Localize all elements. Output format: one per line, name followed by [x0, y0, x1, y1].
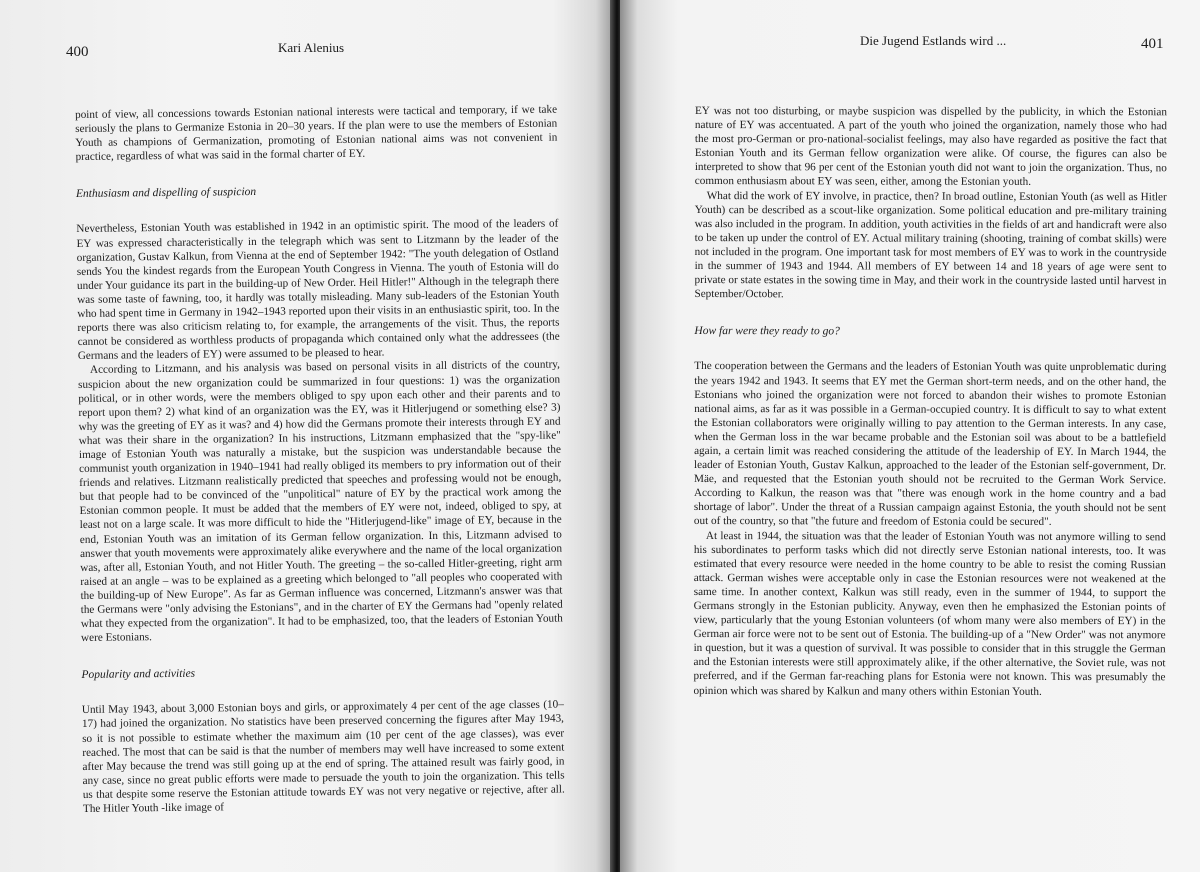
paragraph: Until May 1943, about 3,000 Estonian boys and girls, or approximately 4 per cent of the age classes (10–17) had joined the organization. No statistics have been preserved concerning the figures after May 1943, so it is not possible to estimate whether the maximum aim (10 per cent of the age classes), was ever reached. The most that can be said is that the number of members may well have increased to some extent after May because the trend was still going up at the end of spring. The attained result was fairly good, in any case, since no great public efforts were made to persuade the youth to join the organization. This tells us that despite some reserve the Estonian attitude towards EY was not very negative or rejective, after all. The Hitler Youth -like image of [81, 698, 565, 815]
right-body-text [693, 104, 1167, 699]
page-number: 400 [66, 44, 89, 60]
paragraph: What did the work of EY involve, in practice, then? In broad outline, Estonian Youth (as well as Hitler Youth) can be described as a scout-like organization. Some political education and pre-military training was also included in the program. In addition, youth activities in the fields of art and handicraft were also to be taken up under the control of EY. Actual military training (shooting, training of combat skills) were not included in the program. One important task for most members of EY was to work in the countryside in the summer of 1943 and 1944. All members of EY between 14 and 18 years of age were sent to private or state estates in the sowing time in May, and their work in the countryside lasted until harvest in September/October. [694, 189, 1167, 301]
right-page [620, 0, 1200, 872]
left-body-text [75, 103, 565, 817]
section-heading: Popularity and activities [81, 667, 196, 682]
running-head: Kari Alenius [278, 40, 345, 55]
paragraph: According to Litzmann, and his analysis was based on personal visits in all districts of the country, suspicion about the new organization could be summarized in four questions: 1) was the organization political, or in other words, were the members obliged to spy upon each other and their parents and to report upon them? 2) what kind of an organization was the EY, was it Hitlerjugend or something else? 3) why was the greeting of EY as it was? and 4) how did the Germans promote their interests through EY and what was their share in the organization? In his instructions, Litzmann emphasized that the "spy-like" image of Estonian Youth was naturally a mistake, but the suspicion was understandable because the communist youth organization in 1940–1941 had really obliged its members to pry information out of their friends and relatives. Litzmann realistically predicted that speeches and professing would not be enough, but that people had to be convinced of the "unpolitical" nature of EY by the practical work among the Estonian common people. It must be added that the members of EY were not, indeed, obliged to spy, at least not on a large scale. It was more difficult to hide the "Hitlerjugend-like" image of EY, because in the end, Estonian Youth was an imitation of its German fellow organization. In this, Litzmann advised to answer that youth movements were approximately alike everywhere and the name of the local organization was, after all, Estonian Youth, and not Hitler Youth. The greeting – the so-called Hitler-greeting, right arm raised at an angle – was to be explained as a greeting which belonged to "all peoples who cooperated with the building-up of New Europe". As far as German influence was concerned, Litzmann's answer was that the Germans were "only advising the Estonians", and in the charter of EY the Germans had "openly related what they expected from the organization". It had to be emphasized, too, that the leaders of Estonian Youth were Estonians. [78, 358, 563, 645]
running-head: Die Jugend Estlands wird ... [860, 33, 1007, 48]
paragraph: At least in 1944, the situation was that the leader of Estonian Youth was not anymore willing to send his subordinates to perform tasks which did not directly serve Estonian national interests, too. It was estimated that every resource were needed in the home country to be able to resist the coming Russian attack. German wishes were acceptable only in case the Estonian resources were not weakened at the same time. In another context, Kalkun was still ready, even in the summer of 1944, to support the Germans strongly in the Estonian publicity. Anyway, even then he emphasized the Estonian points of view, particularly that the young Estonian volunteers (of whom many were also members of EY) in the German air force were not to be sent out of Estonia. The building-up of a "New Order" was not anymore in question, but it was a question of survival. It was possible to consider that in this struggle the German and the Estonian interests were still approximately alike, if the other alternative, the Soviet rule, was not preferred, and if the German far-reaching plans for Estonia were not known. This was presumably the opinion which was shared by Kalkun and many others within Estonian Youth. [693, 529, 1166, 698]
paragraph: EY was not too disturbing, or maybe suspicion was dispelled by the publicity, in which the Estonian nature of EY was accentuated. A part of the youth who joined the organization, namely those who had the most pro-German or pro-national-socialist feelings, may also have regarded as positive the fact that Estonian Youth and its German fellow organization were alike. Of course, the figures can also be interpreted to show that 96 per cent of the Estonian youth did not want to join the organization. Thus, no common enthusiasm about EY was seen, either, among the Estonian youth. [694, 105, 1167, 189]
paragraph: Nevertheless, Estonian Youth was established in 1942 in an optimistic spirit. The mood of the leaders of EY was expressed characteristically in the telegraph which was sent to Litzmann by the leader of the organization, Gustav Kalkun, from Vienna at the end of September 1942: "The youth delegation of Ostland sends You the kindest regards from the European Youth Congress in Vienna. The youth of Estonia will do under Your guidance its part in the building-up of New Order. Heil Hitler!" Although in the telegraph there was some taste of fawning, too, it hardly was totally misleading. Many sub-leaders of the Estonian Youth who had spent time in Germany in 1942–1943 reported upon their visits in an enthusiastic spirit, too. In the reports there was also criticism relating to, for example, the arrangements of the visit. Thus, the reports cannot be considered as worthless products of propaganda which contained only what the addressees (the Germans and the leaders of EY) were assumed to be pleased to hear. [76, 217, 560, 363]
page-number: 401 [1141, 36, 1164, 52]
section-heading: How far were they ready to go? [694, 325, 840, 338]
paragraph: point of view, all concessions towards Estonian national interests were tactical and temporary, if we take seriously the plans to Germanize Estonia in 20–30 years. If the plan were to use the members of Estonian Youth as champions of Germanization, promoting of Estonian national aims was not convenient in practice, regardless of what was said in the formal charter of EY. [75, 103, 558, 164]
section-heading: Enthusiasm and dispelling of suspicion [75, 186, 257, 201]
paragraph: The cooperation between the Germans and the leaders of Estonian Youth was quite unproblematic during the years 1942 and 1943. It seems that EY met the German short-term needs, and on the other hand, the Estonians who joined the organization were not forced to abandon their wishes to promote Estonian national aims, as far as it was possible in a German-occupied country. It is difficult to say to what extent the Estonian collaborators were originally willing to pay attention to the German interests. In any case, when the German loss in the war became probable and the Estonian soil was about to be a battlefield again, a certain limit was reached considering the attitude of the leadership of EY. In March 1944, the leader of Estonian Youth, Gustav Kalkun, approached to the leader of the Estonian self-government, Dr. Mäe, and requested that the Estonian youth should not be recruited to the German Work Service. According to Kalkun, the reason was that "there was enough work in the home country and a bad shortage of labor". Under the threat of a Russian campaign against Estonia, the youth should not be sent out of the country, so that "the future and freedom of Estonia could be secured". [693, 360, 1167, 529]
